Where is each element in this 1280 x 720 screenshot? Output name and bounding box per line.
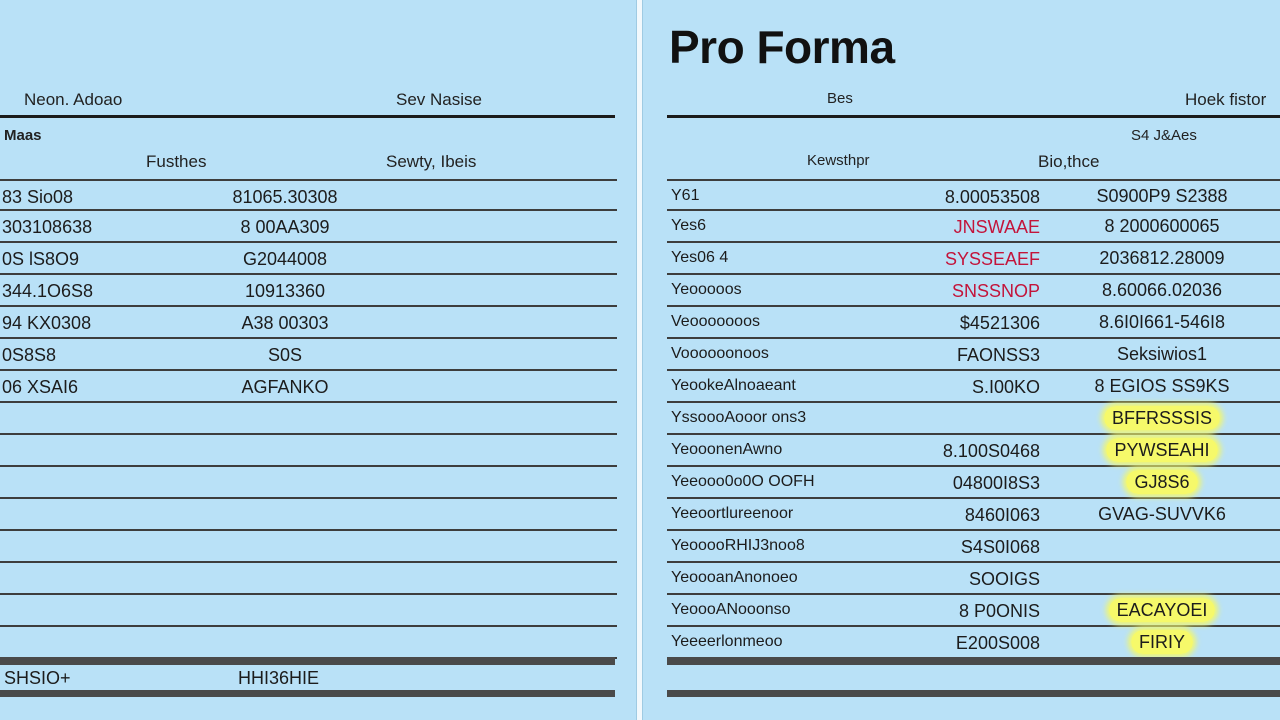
left-row-col2: S0S bbox=[267, 345, 303, 365]
left-col1-label: Fusthes bbox=[146, 152, 207, 171]
left-row-col2: G2044008 bbox=[242, 249, 328, 269]
right-total-rule-bottom bbox=[667, 690, 1280, 697]
table-row bbox=[667, 467, 1280, 499]
right-row-col3 bbox=[1062, 472, 1262, 493]
table-row bbox=[0, 371, 617, 403]
table-row bbox=[0, 307, 617, 339]
left-row-col2: A38 00303 bbox=[241, 313, 329, 333]
left-row-col1: 0S8S8 bbox=[2, 345, 57, 365]
right-row-col2: 8.00053508 bbox=[944, 187, 1040, 207]
table-row bbox=[0, 531, 617, 563]
left-total-rule-bottom bbox=[0, 690, 615, 697]
right-row-col1: Yeeeerlonmeoo bbox=[671, 633, 783, 650]
highlighted-value: EACAYOEI bbox=[1109, 598, 1216, 622]
right-row-col3 bbox=[1062, 186, 1262, 207]
right-row-col1: Yeooooos bbox=[671, 281, 742, 298]
right-row-col2: SNSSNOP bbox=[951, 281, 1040, 301]
table-row bbox=[667, 339, 1280, 371]
table-row bbox=[667, 179, 1280, 211]
right-row-col1: Yeeoortlureenoor bbox=[671, 505, 794, 522]
right-row-col3-value: 8.60066.02036 bbox=[1101, 280, 1223, 300]
right-row-col3 bbox=[1062, 248, 1262, 269]
right-header-right: Hoek fistor bbox=[1185, 90, 1267, 109]
right-row-col3-value: 2036812.28009 bbox=[1099, 248, 1225, 268]
right-row-col1: YeoooANooonso bbox=[671, 601, 791, 618]
panel-divider bbox=[636, 0, 643, 720]
highlighted-value: PYWSEAHI bbox=[1106, 438, 1217, 462]
right-row-col3-value: Seksiwios1 bbox=[1116, 344, 1208, 364]
highlighted-value: BFFRSSSIS bbox=[1104, 406, 1220, 430]
right-row-col3 bbox=[1062, 440, 1262, 461]
right-row-col1: YeoooanAnonoeo bbox=[671, 569, 798, 586]
right-panel bbox=[645, 0, 1280, 720]
left-row-col1: 0S lS8O9 bbox=[2, 249, 80, 269]
table-row bbox=[0, 435, 617, 467]
left-header-rule bbox=[0, 115, 615, 118]
right-row-col1: Y61 bbox=[671, 187, 700, 204]
table-row bbox=[0, 563, 617, 595]
right-row-col2: JNSWAAE bbox=[953, 217, 1040, 237]
right-row-col3-value: GVAG-SUVVK6 bbox=[1098, 504, 1226, 524]
right-row-col1: Yes06 4 bbox=[671, 249, 729, 266]
left-row-col1: 94 KX0308 bbox=[2, 313, 92, 333]
left-row-col2: 10913360 bbox=[244, 281, 326, 301]
table-row bbox=[667, 307, 1280, 339]
table-row bbox=[667, 243, 1280, 275]
right-row-col3 bbox=[1062, 312, 1262, 333]
table-row bbox=[667, 403, 1280, 435]
right-row-col3 bbox=[1062, 408, 1262, 429]
left-row-col1: 06 XSAI6 bbox=[2, 377, 79, 397]
right-row-col2: 8 P0ONIS bbox=[958, 601, 1040, 621]
right-row-col1: YeooonenAwno bbox=[671, 441, 783, 458]
right-row-col1: Yes6 bbox=[671, 217, 706, 234]
left-footer-b: HHI36HIE bbox=[238, 668, 320, 688]
table-row bbox=[667, 563, 1280, 595]
table-row bbox=[667, 627, 1280, 659]
table-row bbox=[667, 499, 1280, 531]
right-row-col3 bbox=[1062, 504, 1262, 525]
right-row-col2: 04800I8S3 bbox=[952, 473, 1040, 493]
right-row-col3 bbox=[1062, 280, 1262, 301]
table-row bbox=[667, 211, 1280, 243]
right-row-col3-value: 8 2000600065 bbox=[1104, 216, 1220, 236]
left-row-col2: AGFANKO bbox=[241, 377, 329, 397]
right-row-col2: FAONSS3 bbox=[956, 345, 1040, 365]
right-row-col1: YssoooAooor ons3 bbox=[671, 409, 807, 426]
left-row-col2: 8 00AA309 bbox=[240, 217, 330, 237]
table-row bbox=[667, 595, 1280, 627]
right-row-col1: Voooooonoos bbox=[671, 345, 769, 362]
right-section-label: S4 J&Aes bbox=[1131, 127, 1197, 144]
right-row-col1: YeooooRHIJ3noo8 bbox=[671, 537, 805, 554]
left-col2-label: Sewty, Ibeis bbox=[386, 152, 477, 171]
table-row bbox=[0, 403, 617, 435]
right-row-col1: YeookeAlnoaeant bbox=[671, 377, 796, 394]
right-header-left: Bes bbox=[827, 90, 853, 107]
table-row bbox=[0, 595, 617, 627]
right-row-col3 bbox=[1062, 376, 1262, 397]
table-row bbox=[0, 275, 617, 307]
table-row bbox=[0, 211, 617, 243]
right-row-col2: S4S0I068 bbox=[960, 537, 1040, 557]
right-row-col2: SOOIGS bbox=[968, 569, 1040, 589]
table-row bbox=[0, 499, 617, 531]
left-table bbox=[0, 179, 617, 659]
table-row bbox=[0, 467, 617, 499]
left-section-label: Maas bbox=[4, 127, 42, 144]
page-title: Pro Forma bbox=[669, 21, 895, 73]
table-row bbox=[0, 339, 617, 371]
right-row-col3-value: 8 EGIOS SS9KS bbox=[1094, 376, 1230, 396]
right-row-col3 bbox=[1062, 632, 1262, 653]
table-row bbox=[667, 371, 1280, 403]
table-row bbox=[0, 243, 617, 275]
highlighted-value: GJ8S6 bbox=[1126, 470, 1197, 494]
left-row-col1: 344.1O6S8 bbox=[2, 281, 94, 301]
right-row-col3-value: 8.6I0I661-546I8 bbox=[1098, 312, 1226, 332]
table-row bbox=[667, 435, 1280, 467]
highlighted-value: FIRIY bbox=[1131, 630, 1193, 654]
left-row-col1: 83 Sio08 bbox=[2, 187, 74, 207]
table-row bbox=[667, 531, 1280, 563]
table-row bbox=[667, 275, 1280, 307]
left-panel bbox=[0, 0, 620, 720]
right-total-rule-top bbox=[667, 657, 1280, 665]
right-row-col3 bbox=[1062, 216, 1262, 237]
right-row-col3 bbox=[1062, 600, 1262, 621]
left-total-rule-top bbox=[0, 657, 615, 665]
right-row-col2: S.I00KO bbox=[971, 377, 1040, 397]
right-row-col2: SYSSEAEF bbox=[944, 249, 1040, 269]
left-header-right: Sev Nasise bbox=[396, 90, 482, 109]
left-row-col1: 303108638 bbox=[2, 217, 93, 237]
right-row-col1: Veooooooos bbox=[671, 313, 760, 330]
left-header-left: Neon. Adoao bbox=[24, 90, 123, 109]
right-col2-label: Bio,thce bbox=[1038, 152, 1100, 171]
left-footer-a: SHSIO+ bbox=[4, 668, 71, 688]
right-row-col2: 8460I063 bbox=[964, 505, 1040, 525]
right-header-rule bbox=[667, 115, 1280, 118]
right-row-col1: Yeeooo0o0O OOFH bbox=[671, 473, 815, 490]
left-row-col2: 81065.30308 bbox=[232, 187, 338, 207]
table-row bbox=[0, 627, 617, 659]
right-row-col2: $4521306 bbox=[959, 313, 1040, 333]
right-row-col2: E200S008 bbox=[955, 633, 1040, 653]
right-col1-label: Kewsthpr bbox=[807, 152, 870, 169]
table-row bbox=[0, 179, 617, 211]
right-table bbox=[667, 179, 1280, 659]
right-row-col3 bbox=[1062, 344, 1262, 365]
right-row-col2: 8.100S0468 bbox=[942, 441, 1040, 461]
right-row-col3-value: S0900P9 S2388 bbox=[1096, 186, 1228, 206]
